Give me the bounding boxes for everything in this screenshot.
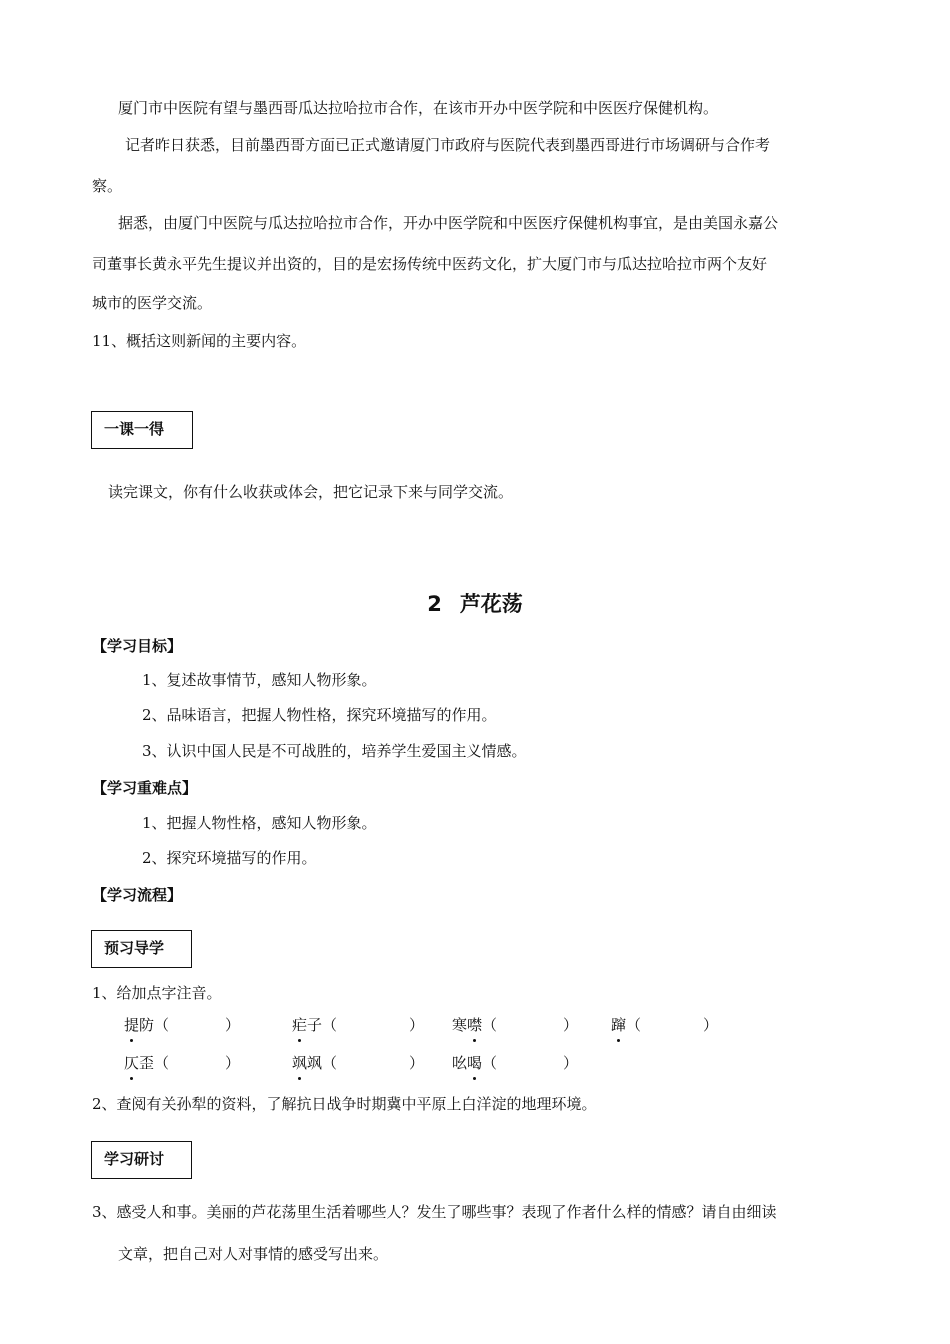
lesson-title	[0, 590, 950, 618]
section-box-yike: 一课一得	[91, 411, 193, 449]
pinyin-item: 仄歪（ ）	[124, 1054, 241, 1072]
section-box-study: 学习研讨	[91, 1141, 192, 1179]
pinyin-item: 疟子（ ）	[292, 1016, 425, 1034]
question-3-line-2: 文章，把自己对人对事情的感受写出来。	[118, 1245, 389, 1263]
key-points-heading: 【学习重难点】	[92, 779, 198, 797]
lesson-title-text: 芦花荡	[459, 592, 523, 616]
key-point-item: 1、把握人物性格，感知人物形象。	[142, 814, 377, 832]
news-paragraph-2-line-2: 察。	[92, 177, 123, 195]
question-3-line-1: 3、感受人和事。美丽的芦花荡里生活着哪些人？发生了哪些事？表现了作者什么样的情感？请自由细读	[92, 1203, 777, 1221]
goal-item: 2、品味语言，把握人物性格，探究环境描写的作用。	[142, 706, 497, 724]
goal-item: 3、认识中国人民是不可战胜的，培养学生爱国主义情感。	[142, 742, 527, 760]
pinyin-item: 蹿（ ）	[611, 1016, 719, 1034]
pinyin-item: 提防（ ）	[124, 1016, 241, 1034]
dotted-char: 疟	[292, 1016, 308, 1034]
question-11: 11、概括这则新闻的主要内容。	[92, 332, 307, 350]
goals-heading: 【学习目标】	[92, 637, 183, 655]
question-1: 1、给加点字注音。	[92, 984, 222, 1002]
lesson-number: 2	[427, 592, 442, 616]
dotted-char: 蹿	[611, 1016, 627, 1034]
pinyin-item: 飒飒（ ）	[292, 1054, 425, 1072]
yike-instruction: 读完课文，你有什么收获或体会，把它记录下来与同学交流。	[108, 483, 514, 501]
question-2: 2、查阅有关孙犁的资料，了解抗日战争时期冀中平原上白洋淀的地理环境。	[92, 1095, 597, 1113]
process-heading: 【学习流程】	[92, 886, 183, 904]
news-paragraph-3-line-1: 据悉，由厦门中医院与瓜达拉哈拉市合作，开办中医学院和中医医疗保健机构事宜，是由美国永嘉公	[118, 214, 779, 232]
news-paragraph-3-line-3: 城市的医学交流。	[92, 294, 213, 312]
section-box-preview: 预习导学	[91, 930, 192, 968]
dotted-char: 仄	[124, 1054, 140, 1072]
pinyin-item: 吆喝（ ）	[452, 1054, 579, 1072]
news-paragraph-1: 厦门市中医院有望与墨西哥瓜达拉哈拉市合作，在该市开办中医学院和中医医疗保健机构。	[118, 99, 719, 117]
dotted-char: 喝	[467, 1054, 483, 1072]
news-paragraph-3-line-2: 司董事长黄永平先生提议并出资的，目的是宏扬传统中医药文化，扩大厦门市与瓜达拉哈拉市两个友好	[92, 255, 768, 273]
key-point-item: 2、探究环境描写的作用。	[142, 849, 317, 867]
dotted-char: 噤	[467, 1016, 483, 1034]
dotted-char: 飒	[292, 1054, 308, 1072]
news-paragraph-2-line-1: 记者昨日获悉，目前墨西哥方面已正式邀请厦门市政府与医院代表到墨西哥进行市场调研与合作考	[125, 136, 771, 154]
goal-item: 1、复述故事情节，感知人物形象。	[142, 671, 377, 689]
dotted-char: 提	[124, 1016, 140, 1034]
pinyin-item: 寒噤（ ）	[452, 1016, 579, 1034]
